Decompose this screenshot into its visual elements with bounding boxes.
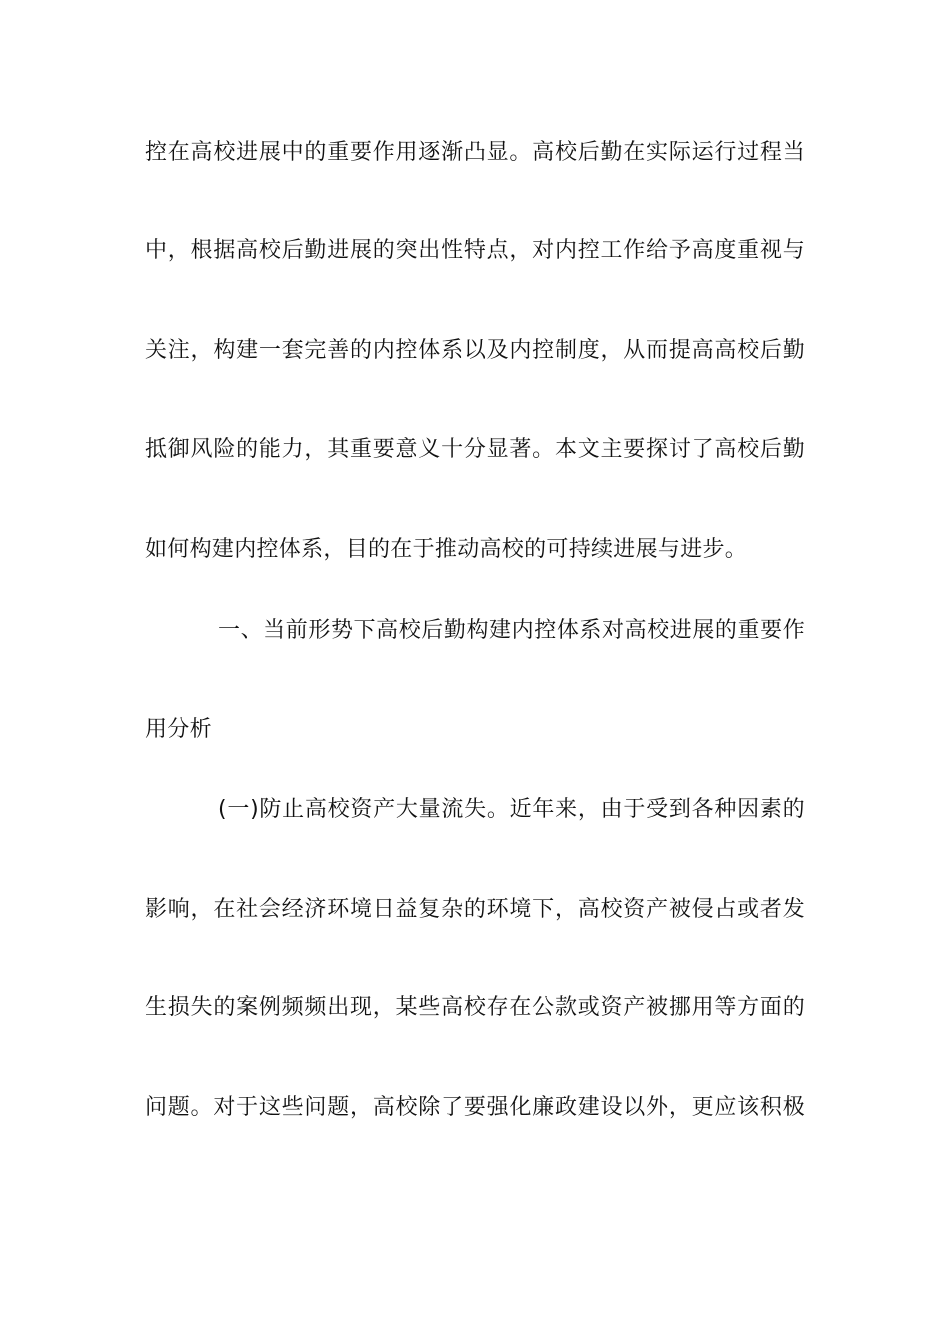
paragraph-line: 生损失的案例频频出现，某些高校存在公款或资产被挪用等方面的: [145, 995, 805, 1020]
subsection-line: (一)防止高校资产大量流失。近年来，由于受到各种因素的: [218, 797, 805, 822]
paragraph-line: 控在高校进展中的重要作用逐渐凸显。高校后勤在实际运行过程当: [145, 140, 805, 165]
paragraph-line: 中，根据高校后勤进展的突出性特点，对内控工作给予高度重视与: [145, 238, 805, 263]
paragraph-line: 如何构建内控体系，目的在于推动高校的可持续进展与进步。: [145, 537, 748, 562]
section-heading-continued: 用分析: [145, 717, 212, 742]
paragraph-line: 问题。对于这些问题，高校除了要强化廉政建设以外，更应该积极: [145, 1095, 805, 1120]
section-heading: 一、当前形势下高校后勤构建内控体系对高校进展的重要作: [218, 618, 805, 643]
paragraph-line: 影响，在社会经济环境日益复杂的环境下，高校资产被侵占或者发: [145, 897, 805, 922]
paragraph-line: 抵御风险的能力，其重要意义十分显著。本文主要探讨了高校后勤: [145, 437, 805, 462]
paragraph-line: 关注，构建一套完善的内控体系以及内控制度，从而提高高校后勤: [145, 338, 805, 363]
